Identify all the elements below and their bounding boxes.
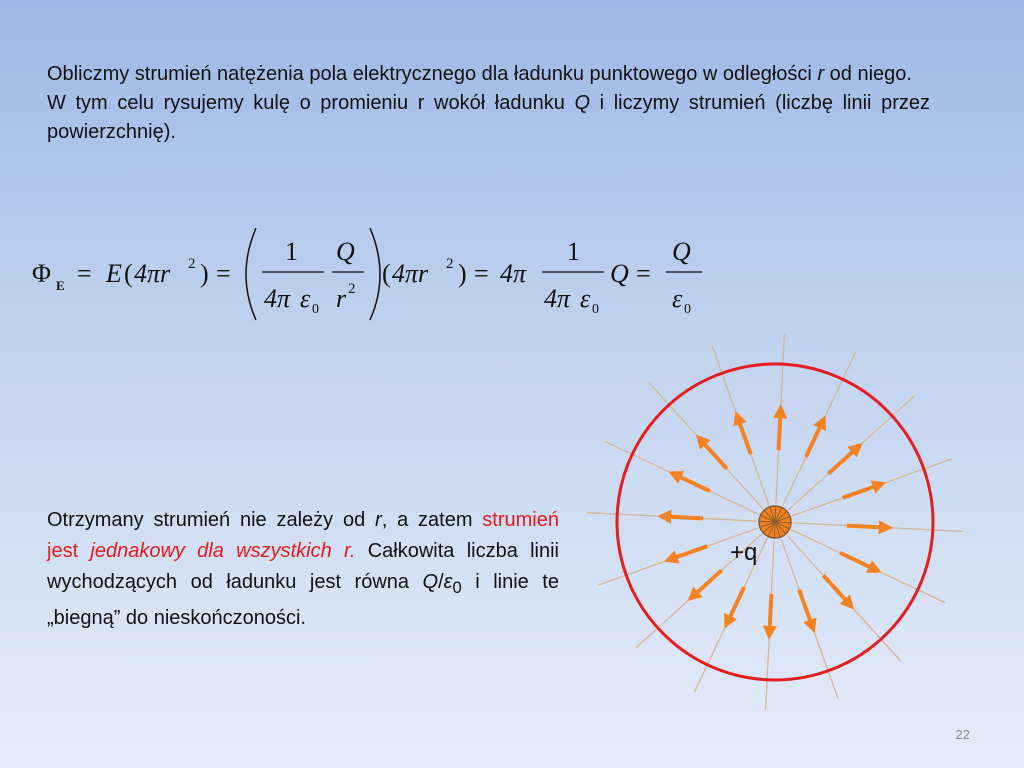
denominator-4-pi-1: 4π <box>264 284 291 313</box>
slide-number: 22 <box>955 727 970 742</box>
numerator-2: 1 <box>567 237 580 266</box>
flux-formula <box>20 220 740 330</box>
charge-q: Q <box>610 259 629 288</box>
field-arrow <box>724 587 744 629</box>
equals-2: = <box>216 259 231 288</box>
denominator-4-pi-2: 4π <box>544 284 571 313</box>
big-paren-right <box>370 228 380 320</box>
numerator-1: 1 <box>285 237 298 266</box>
numerator-q-2: Q <box>672 237 691 266</box>
big-paren-left <box>246 228 256 320</box>
intro-text <box>47 60 930 147</box>
epsilon-1: ε <box>300 284 311 313</box>
term-4-pi-r-1: 4πr <box>134 259 171 288</box>
term-4-pi-mult: 4π <box>500 259 527 288</box>
exponent-2: 2 <box>348 281 356 297</box>
conclusion-paragraph: Otrzymany strumień nie zależy od r, a zatem strumień jest jednakowy dla wszystkich r. Całkowita liczba linii wychodzących od ładunku jest równa $Q/\varepsilon_0$ i linie te „biegną” do nieskończoności. <box>47 509 559 629</box>
paren-open-1: ( <box>124 259 133 288</box>
point-charge-field-diagram <box>570 330 970 710</box>
field-arrow <box>668 471 710 491</box>
variable-r: r <box>817 63 825 85</box>
paren-close-2: ) <box>458 259 467 288</box>
field-arrow <box>763 594 777 640</box>
epsilon-3: ε <box>672 284 683 313</box>
conclusion-epsilon-sub: 0 <box>452 578 462 597</box>
numerator-q-1: Q <box>336 237 355 266</box>
field-arrow <box>840 553 882 573</box>
field-arrow <box>843 480 886 497</box>
term-4-pi-r-2: 4πr <box>392 259 429 288</box>
field-arrow <box>687 570 721 601</box>
intro-paragraph-1: Obliczmy strumień natężenia pola elektrycznego dla ładunku punktowego w odległości r od niego. <box>47 63 912 85</box>
conclusion-epsilon: ε <box>443 571 453 593</box>
epsilon-2: ε <box>580 284 591 313</box>
conclusion-variable-r: r <box>375 509 382 531</box>
field-arrow <box>847 520 893 534</box>
phi-subscript: E <box>56 278 65 293</box>
field-arrow <box>823 575 854 609</box>
field-arrow <box>806 415 826 457</box>
point-charge <box>759 506 791 538</box>
conclusion-text <box>47 505 559 634</box>
epsilon-sub-1: 0 <box>312 302 319 317</box>
phi-symbol: Φ <box>32 259 52 288</box>
intro-paragraph-2: W tym celu rysujemy kulę o promieniu r wokół ładunku Q i liczymy strumień (liczbę linii przez powierzchnię). <box>47 92 930 143</box>
field-arrow <box>799 590 816 633</box>
epsilon-sub-2: 0 <box>592 302 599 317</box>
field-arrow <box>664 546 707 563</box>
conclusion-q: Q <box>422 571 439 593</box>
epsilon-sub-3: 0 <box>684 302 691 317</box>
variable-q: Q <box>574 92 591 114</box>
e-field: E <box>106 259 122 288</box>
equals-1: = <box>77 259 92 288</box>
paren-close-1: ) <box>200 259 209 288</box>
denominator-r: r <box>336 284 347 313</box>
exponent-3: 2 <box>446 256 454 272</box>
equals-3: = <box>474 259 489 288</box>
highlight-equal-flux: strumień jest jednakowy dla wszystkich r. <box>47 509 559 562</box>
exponent-1: 2 <box>188 256 196 272</box>
field-arrow <box>828 443 862 474</box>
field-arrow <box>773 404 787 450</box>
paren-open-2: ( <box>382 259 391 288</box>
field-arrow <box>733 411 750 454</box>
field-arrow <box>657 510 703 524</box>
field-arrow <box>696 434 727 468</box>
equals-4: = <box>636 259 651 288</box>
charge-label: +q <box>730 539 758 566</box>
